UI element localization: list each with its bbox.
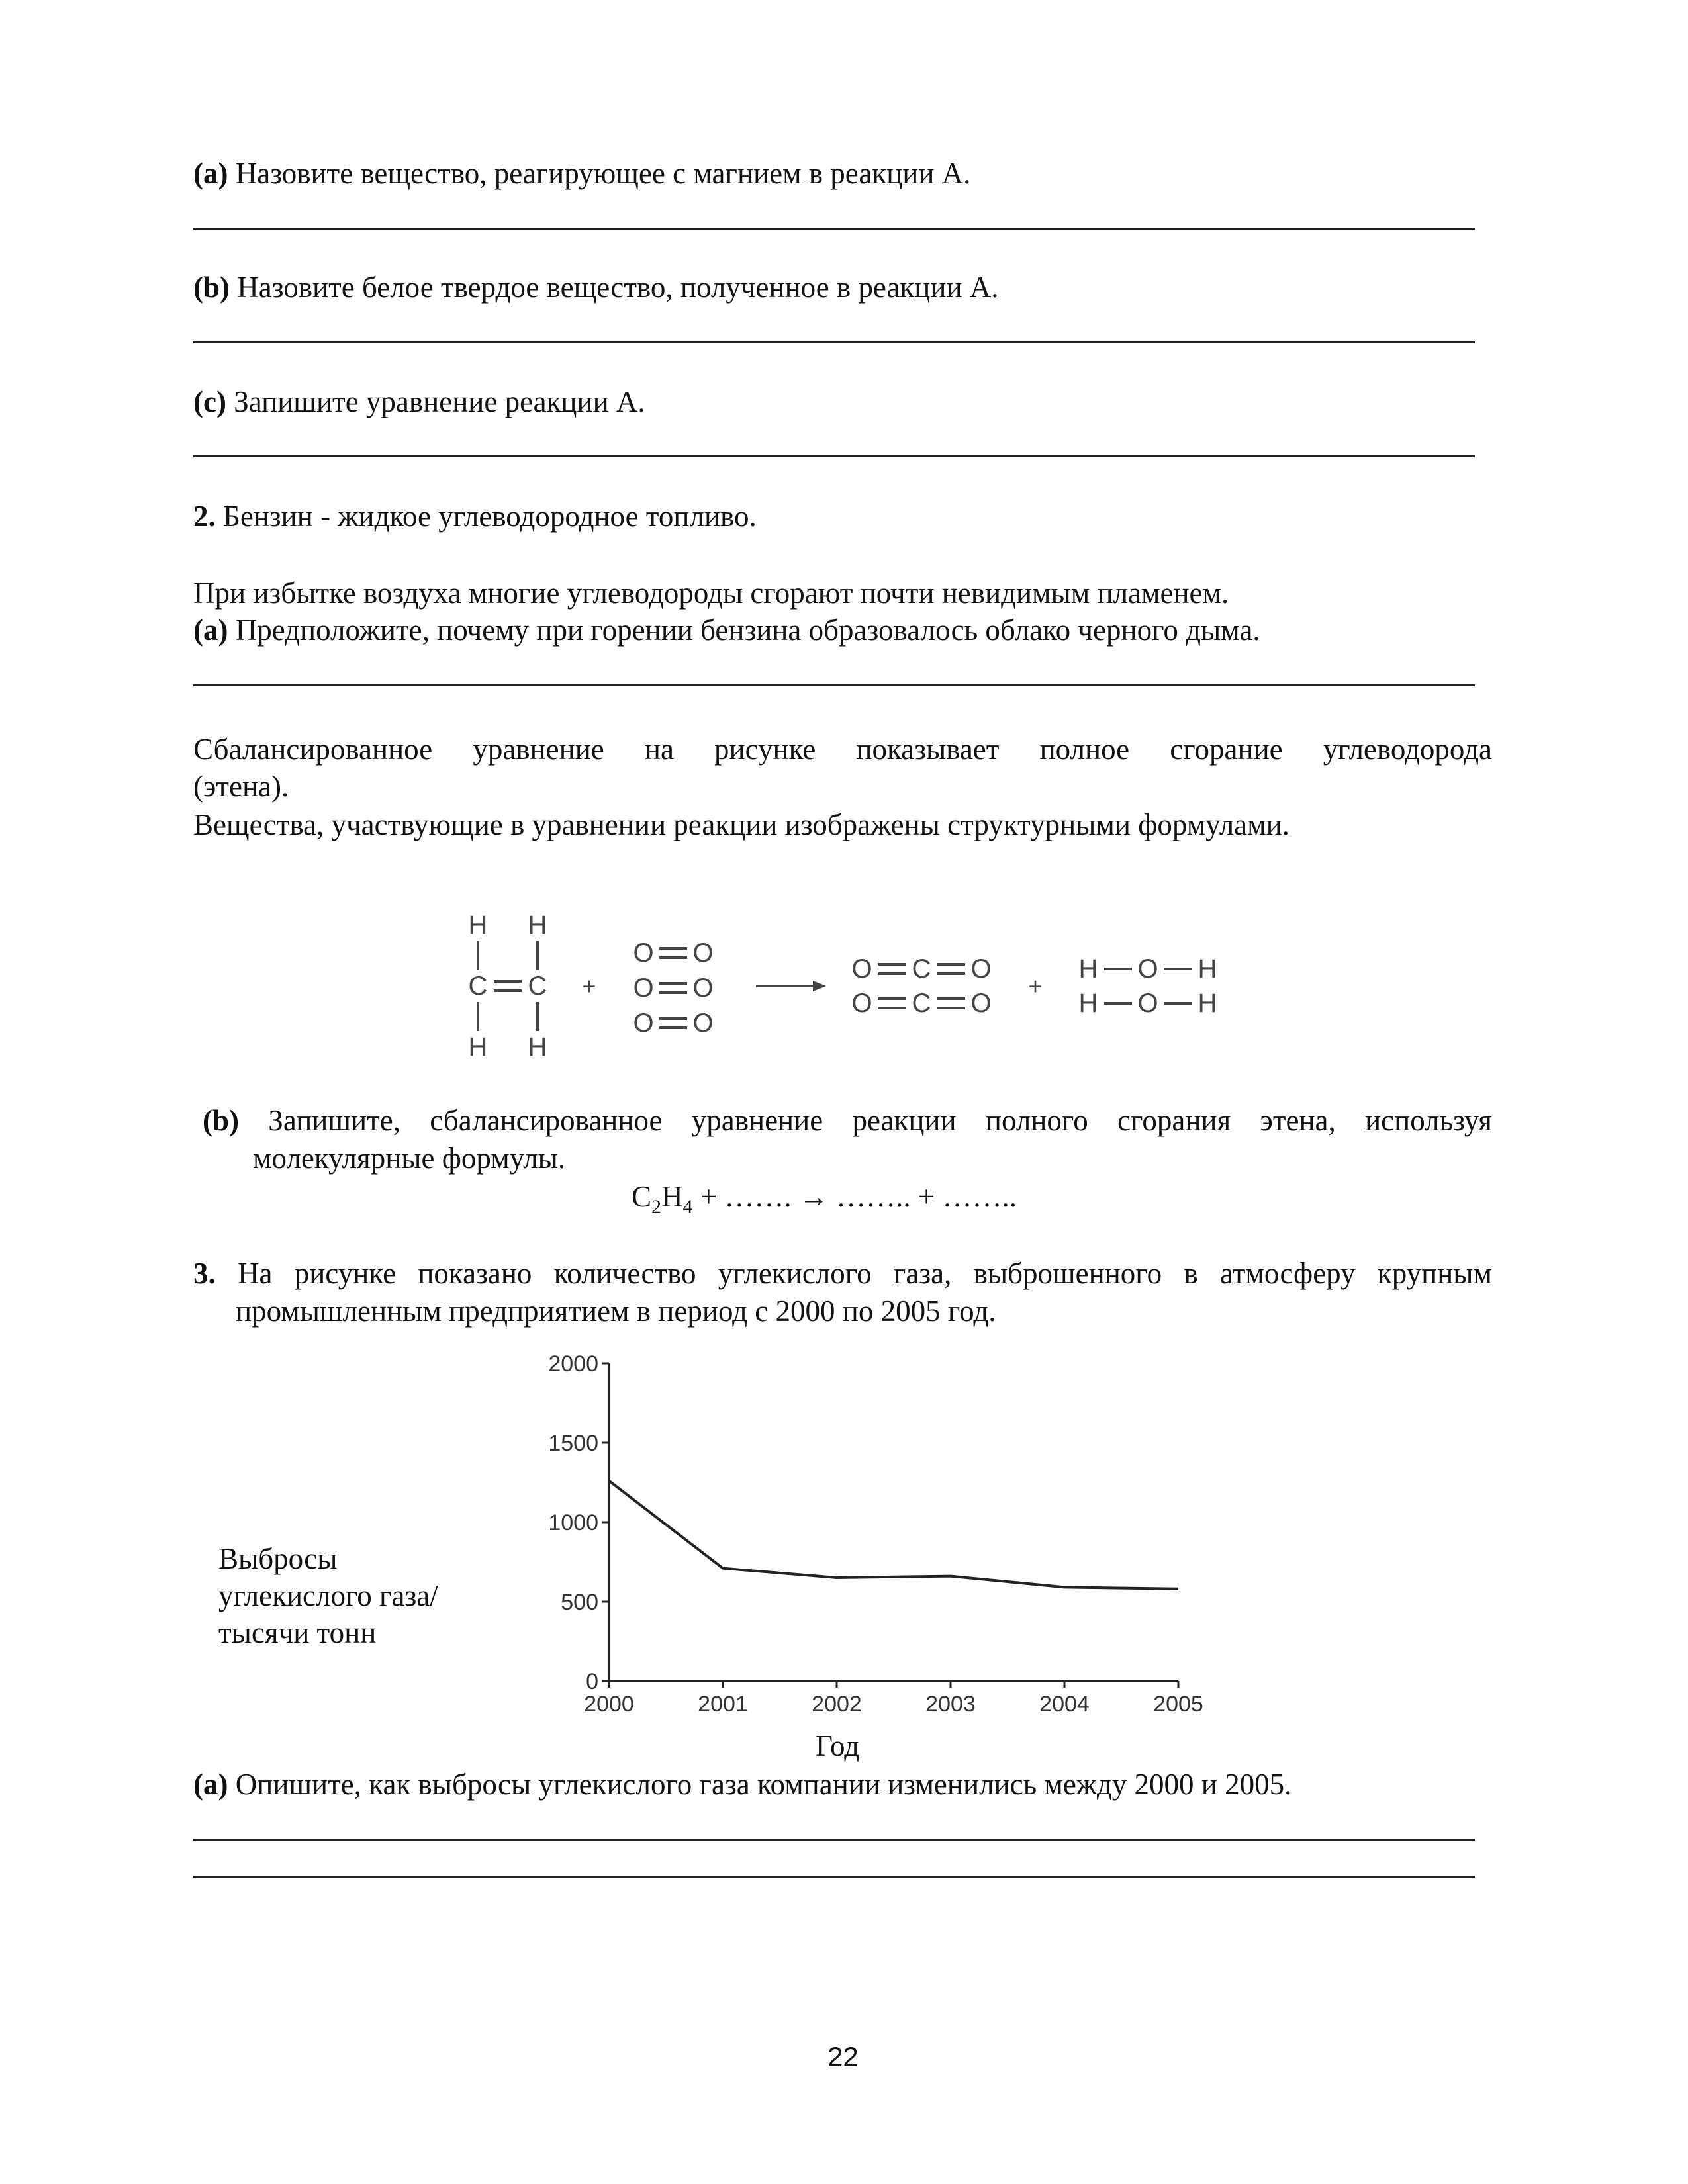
- carbon-dioxide-molecules: [851, 954, 991, 1018]
- series-line: [609, 1481, 1178, 1589]
- svg-text:O: O: [851, 989, 872, 1018]
- svg-text:O: O: [633, 1009, 654, 1038]
- q2-paragraph-2-line1: Сбалансированное уравнение на рисунке показывает полное сгорание углеводорода: [193, 733, 1492, 766]
- ethene-h4: H: [528, 1032, 547, 1062]
- svg-text:O: O: [692, 1009, 714, 1038]
- reaction-arrow: [756, 981, 826, 991]
- answer-line-q1b[interactable]: [193, 341, 1475, 343]
- ethene-c2: C: [528, 972, 547, 1001]
- answer-line-q1a[interactable]: [193, 228, 1475, 230]
- y-tick-label: 1000: [548, 1510, 598, 1535]
- q1a-text: (a) Назовите вещество, реагирующее с магнием в реакции А.: [193, 157, 971, 190]
- ethene-molecule: [469, 911, 547, 1062]
- data-point: [1064, 1587, 1065, 1588]
- q1c-text: (c) Запишите уравнение реакции А.: [193, 385, 645, 418]
- q2a-text: (a) Предположите, почему при горении бензина образовалось облако черного дыма.: [193, 614, 1260, 647]
- svg-text:O: O: [851, 954, 872, 983]
- page-number: 22: [827, 2041, 859, 2072]
- svg-text:H: H: [1197, 954, 1217, 983]
- q1b-text: (b) Назовите белое твердое вещество, полученное в реакции А.: [193, 271, 999, 304]
- q3a-text: (a) Опишите, как выбросы углекислого газа компании изменились между 2000 и 2005.: [193, 1768, 1292, 1801]
- q3-text-line1: 3. На рисунке показано количество углекислого газа, выброшенного в атмосферу крупным: [193, 1257, 1492, 1290]
- y-tick-label: 1500: [548, 1431, 598, 1456]
- data-point: [609, 1480, 610, 1481]
- chart-x-label: Год: [816, 1729, 860, 1762]
- reaction-scheme: [450, 900, 1271, 1072]
- ethene-h1: H: [468, 911, 488, 940]
- svg-text:O: O: [633, 938, 654, 968]
- x-tick-label: 2005: [1153, 1692, 1203, 1717]
- q2b-text-line2: молекулярные формулы.: [253, 1142, 566, 1175]
- answer-line-q1c[interactable]: [193, 455, 1475, 457]
- y-tick-label: 2000: [548, 1351, 598, 1377]
- svg-text:O: O: [1137, 954, 1158, 983]
- svg-text:C: C: [912, 989, 931, 1018]
- svg-text:O: O: [692, 938, 714, 968]
- data-point: [1178, 1588, 1179, 1589]
- svg-text:O: O: [633, 974, 654, 1003]
- y-tick-label: 0: [586, 1669, 598, 1694]
- x-tick-label: 2000: [584, 1692, 634, 1717]
- q3-text-line2: промышленным предприятием в период с 2000 по 2005 год.: [236, 1295, 996, 1328]
- svg-text:O: O: [970, 989, 992, 1018]
- svg-text:O: O: [1137, 989, 1158, 1018]
- y-tick-label: 500: [561, 1590, 598, 1615]
- ethene-h3: H: [468, 1032, 488, 1062]
- ethene-c1: C: [468, 972, 488, 1001]
- data-point: [723, 1568, 724, 1569]
- svg-text:O: O: [970, 954, 992, 983]
- q2b-equation: $C_2H_4$ + ……. → …….. + ……..: [632, 1180, 1017, 1218]
- co2-emissions-chart: [516, 1350, 1218, 1721]
- q2-intro: 2. Бензин - жидкое углеводородное топливо.: [193, 500, 757, 533]
- answer-line-q2a[interactable]: [193, 684, 1475, 686]
- oxygen-bonds: [659, 948, 687, 1028]
- svg-text:H: H: [1197, 989, 1217, 1018]
- svg-text:C: C: [912, 954, 931, 983]
- x-tick-label: 2001: [698, 1692, 748, 1717]
- svg-text:H: H: [1078, 989, 1098, 1018]
- ethene-h2: H: [528, 911, 547, 940]
- q2-paragraph-3: Вещества, участвующие в уравнении реакции изображены структурными формулами.: [193, 808, 1289, 841]
- answer-line-q3a-1[interactable]: [193, 1839, 1475, 1841]
- q2-paragraph-1: При избытке воздуха многие углеводороды сгорают почти невидимым пламенем.: [193, 576, 1229, 610]
- answer-line-q3a-2[interactable]: [193, 1876, 1475, 1878]
- plus-2: +: [1028, 972, 1043, 1000]
- x-tick-label: 2002: [812, 1692, 862, 1717]
- chart-y-label: Выбросы углекислого газа/ тысячи тонн: [218, 1542, 438, 1649]
- q2-paragraph-2-line2: (этена).: [193, 770, 289, 803]
- x-tick-label: 2003: [925, 1692, 976, 1717]
- plus-1: +: [582, 972, 596, 1000]
- x-tick-label: 2004: [1039, 1692, 1090, 1717]
- q2b-text-line1: (b) Запишите, сбалансированное уравнение реакции полного сгорания этена, используя: [203, 1104, 1492, 1137]
- oxygen-molecules: [633, 938, 713, 1038]
- svg-text:H: H: [1078, 954, 1098, 983]
- svg-text:O: O: [692, 974, 714, 1003]
- water-molecules: [1079, 954, 1217, 1018]
